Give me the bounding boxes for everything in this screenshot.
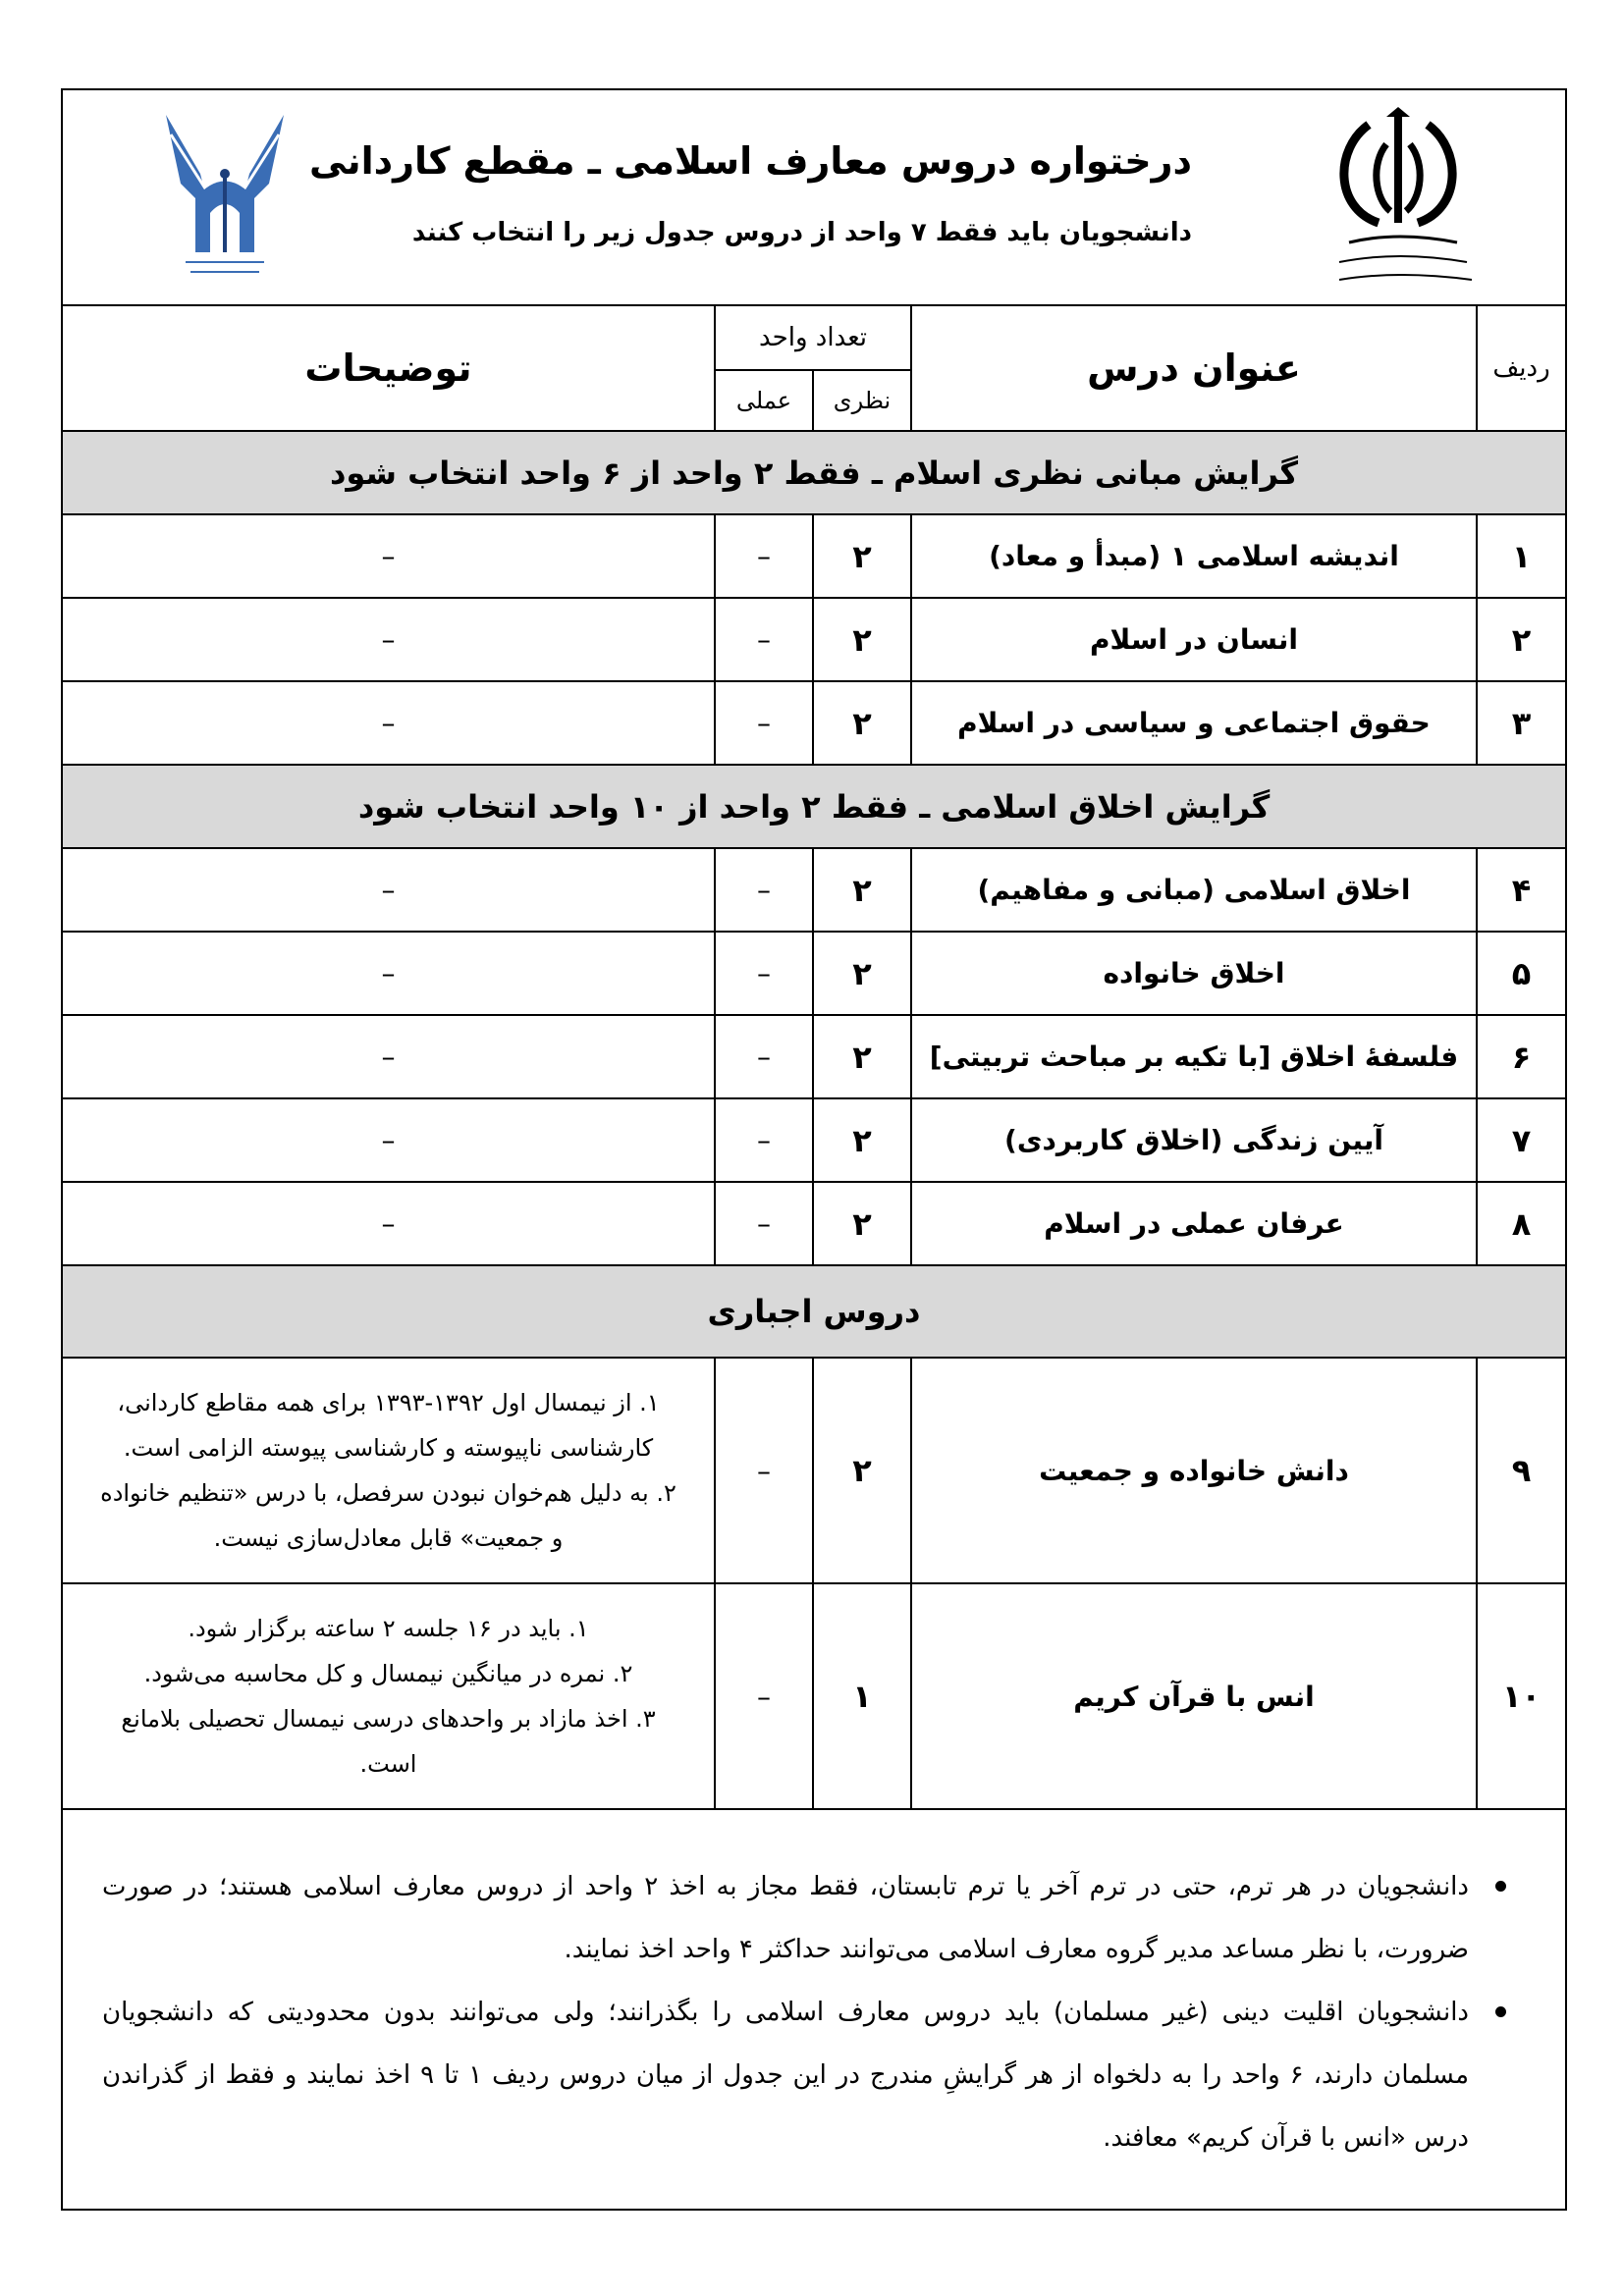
table-row [63,1182,1565,1265]
practical-units: – [715,681,813,765]
header-course-title: عنوان درس [911,305,1477,431]
theory-units: ۲ [813,848,911,932]
description-line: ۱. از نیمسال اول ۱۳۹۲-۱۳۹۳ برای همه مقاطع کاردانی، [117,1389,660,1416]
table-row [63,1098,1565,1182]
theory-units: ۲ [813,514,911,598]
description-line: و جمعیت» قابل معادل‌سازی نیست. [213,1524,564,1552]
row-number: ۳ [1477,681,1565,765]
document-header [63,90,1565,306]
course-title: انسان در اسلام [911,598,1477,681]
row-number: ۹ [1477,1358,1565,1583]
table-row [63,1358,1565,1583]
bullet-icon [1495,2006,1506,2017]
theory-units: ۲ [813,1182,911,1265]
description: – [63,1182,715,1265]
practical-units: – [715,1098,813,1182]
section-row [63,431,1565,514]
row-number: ۸ [1477,1182,1565,1265]
note-text: دانشجویان اقلیت دینی (غیر مسلمان) باید دروس معارف اسلامی را بگذرانند؛ ولی می‌توانند بدون محدودیتی که دانشجویان مسلمان دارند، ۶ واحد را به دلخواه از هر گرایشِ مندرج در این جدول از میان دروس ردیف ۱ تا ۹ اخذ نمایند و فقط از گذراندن درس «انس با قرآن کریم» معافند. [102,1998,1470,2153]
description: – [63,848,715,932]
table-row [63,1015,1565,1098]
row-number: ۵ [1477,932,1565,1015]
practical-units: – [715,1182,813,1265]
header-units: تعداد واحد [715,305,911,370]
courses-table [63,304,1565,1810]
description: – [63,1015,715,1098]
header-row-no: ردیف [1477,305,1565,431]
description-line: ۲. به دلیل هم‌خوان نبودن سرفصل، با درس «تنظیم خانواده [100,1479,676,1507]
theory-units: ۲ [813,681,911,765]
row-number: ۶ [1477,1015,1565,1098]
theory-units: ۱ [813,1583,911,1809]
header-practical: عملی [715,370,813,431]
table-row [63,598,1565,681]
document-frame [61,88,1567,2211]
table-header-row-1 [63,305,1565,370]
section-row [63,1265,1565,1358]
description-line: کارشناسی ناپیوسته و کارشناسی پیوسته الزامی است. [123,1434,654,1462]
page-title: درختواره دروس معارف اسلامی ـ مقطع کاردانی [308,139,1192,183]
course-title: فلسفهٔ اخلاق [با تکیه بر مباحث تربیتی] [911,1015,1477,1098]
page-subtitle: دانشجویان باید فقط ۷ واحد از دروس جدول زیر را انتخاب کنند [411,218,1192,247]
description: – [63,1098,715,1182]
row-number: ۱ [1477,514,1565,598]
row-number: ۴ [1477,848,1565,932]
course-title: حقوق اجتماعی و سیاسی در اسلام [911,681,1477,765]
notes-list [63,1838,1565,2169]
course-title: اخلاق اسلامی (مبانی و مفاهیم) [911,848,1477,932]
header-theory: نظری [813,370,911,431]
description-line: ۳. اخذ مازاد بر واحدهای درسی نیمسال تحصیلی بلامانع [121,1705,656,1733]
practical-units: – [715,1015,813,1098]
header-description: توضیحات [63,305,715,431]
section-title: گرایش مبانی نظری اسلام ـ فقط ۲ واحد از ۶ واحد انتخاب شود [63,431,1565,514]
table-row [63,514,1565,598]
description-line: ۲. نمره در میانگین نیمسال و کل محاسبه می‌شود. [143,1660,633,1687]
iran-emblem-icon [1310,105,1487,292]
theory-units: ۲ [813,932,911,1015]
description-line: است. [359,1750,417,1778]
description [63,1358,715,1583]
note-item [102,1855,1506,1981]
university-logo-icon [156,105,294,282]
theory-units: ۲ [813,598,911,681]
bullet-icon [1495,1881,1506,1892]
section-row [63,765,1565,848]
note-text: دانشجویان در هر ترم، حتی در ترم آخر یا ترم تابستان، فقط مجاز به اخذ ۲ واحد از دروس معارف اسلامی هستند؛ در صورت ضرورت، با نظر مساعد مدیر گروه معارف اسلامی می‌توانند حداکثر ۴ واحد اخذ نمایند. [102,1872,1469,1964]
practical-units: – [715,514,813,598]
table-row [63,848,1565,932]
course-title: اخلاق خانواده [911,932,1477,1015]
course-title: آیین زندگی (اخلاق کاربردی) [911,1098,1477,1182]
row-number: ۷ [1477,1098,1565,1182]
description: – [63,681,715,765]
table-row [63,1583,1565,1809]
course-title: دانش خانواده و جمعیت [911,1358,1477,1583]
description-line: ۱. باید در ۱۶ جلسه ۲ ساعته برگزار شود. [188,1615,589,1642]
course-title: عرفان عملی در اسلام [911,1182,1477,1265]
practical-units: – [715,848,813,932]
row-number: ۲ [1477,598,1565,681]
description: – [63,932,715,1015]
description [63,1583,715,1809]
theory-units: ۲ [813,1015,911,1098]
row-number: ۱۰ [1477,1583,1565,1809]
table-row [63,932,1565,1015]
course-title: اندیشه اسلامی ۱ (مبدأ و معاد) [911,514,1477,598]
theory-units: ۲ [813,1358,911,1583]
practical-units: – [715,932,813,1015]
description: – [63,598,715,681]
note-item [102,1981,1506,2169]
practical-units: – [715,1583,813,1809]
practical-units: – [715,1358,813,1583]
description: – [63,514,715,598]
theory-units: ۲ [813,1098,911,1182]
section-title: گرایش اخلاق اسلامی ـ فقط ۲ واحد از ۱۰ واحد انتخاب شود [63,765,1565,848]
practical-units: – [715,598,813,681]
course-title: انس با قرآن کریم [911,1583,1477,1809]
table-row [63,681,1565,765]
section-title: دروس اجباری [63,1265,1565,1358]
